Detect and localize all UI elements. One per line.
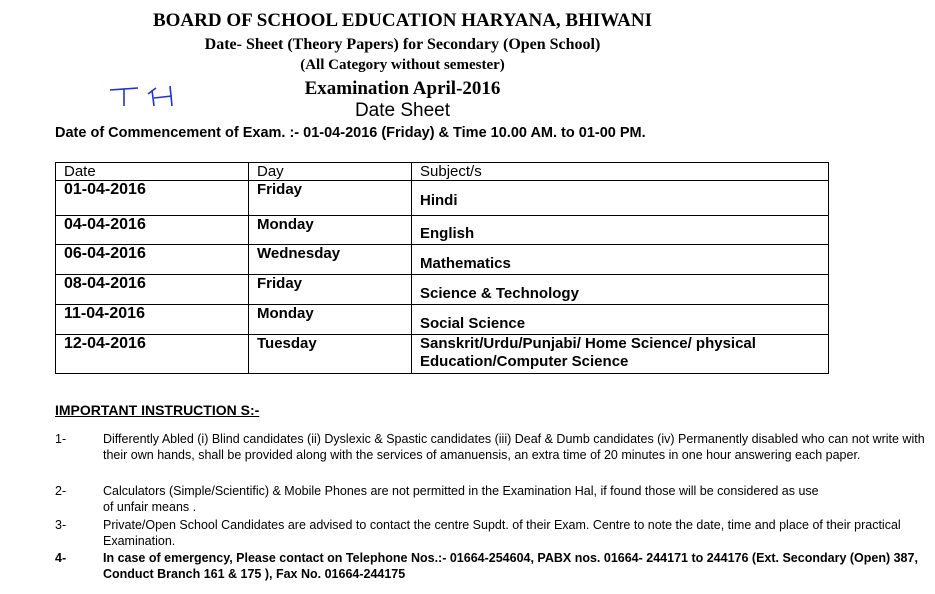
subject-cell: English bbox=[412, 216, 829, 245]
day-cell: Tuesday bbox=[249, 335, 412, 374]
header-subject: Subject/s bbox=[412, 163, 829, 181]
subject-cell: Social Science bbox=[412, 305, 829, 335]
date-cell: 01-04-2016 bbox=[56, 181, 249, 216]
instruction-text: Private/Open School Candidates are advised to contact the centre Supdt. of their Exam. Centre to note the date, time and place of their practical Examination. bbox=[103, 518, 901, 548]
date-cell: 11-04-2016 bbox=[56, 305, 249, 335]
subject-cell: Mathematics bbox=[412, 245, 829, 275]
board-title: BOARD OF SCHOOL EDUCATION HARYANA, BHIWANI bbox=[152, 10, 653, 31]
table-header-row bbox=[56, 163, 829, 181]
table-row bbox=[56, 275, 829, 305]
instructions-heading: IMPORTANT INSTRUCTION S:- bbox=[55, 402, 260, 418]
date-sheet-subtitle: Date- Sheet (Theory Papers) for Secondary (Open School) bbox=[204, 36, 601, 53]
exam-title: Examination April-2016 bbox=[304, 78, 501, 99]
date-cell: 12-04-2016 bbox=[56, 335, 249, 374]
table-row bbox=[56, 335, 829, 374]
category-note: (All Category without semester) bbox=[300, 57, 505, 73]
subject-cell: Sanskrit/Urdu/Punjabi/ Home Science/ physical Education/Computer Science bbox=[412, 335, 829, 374]
handwritten-th-mark bbox=[108, 84, 188, 108]
header-date: Date bbox=[56, 163, 249, 181]
instruction-text: Calculators (Simple/Scientific) & Mobile Phones are not permitted in the Examination Hal, if found those will be considered as use of unfair means . bbox=[103, 484, 819, 514]
instruction-number: 2- bbox=[55, 484, 67, 498]
date-cell: 04-04-2016 bbox=[56, 216, 249, 245]
day-cell: Monday bbox=[249, 216, 412, 245]
header-day: Day bbox=[249, 163, 412, 181]
instruction-number: 1- bbox=[55, 432, 67, 446]
instruction-number: 4- bbox=[55, 551, 67, 565]
table-row bbox=[56, 245, 829, 275]
date-cell: 08-04-2016 bbox=[56, 275, 249, 305]
commencement-info: Date of Commencement of Exam. :- 01-04-2016 (Friday) & Time 10.00 AM. to 01-00 PM. bbox=[55, 125, 646, 141]
table-row bbox=[56, 181, 829, 216]
date-sheet-table bbox=[55, 162, 829, 374]
day-cell: Wednesday bbox=[249, 245, 412, 275]
table-row bbox=[56, 305, 829, 335]
subject-cell: Hindi bbox=[412, 181, 829, 216]
date-cell: 06-04-2016 bbox=[56, 245, 249, 275]
instruction-text: In case of emergency, Please contact on Telephone Nos.:- 01664-254604, PABX nos. 01664- 244171 to 244176 (Ext. Secondary (Open) 387, Conduct Branch 161 & 175 ), Fax No. 01664-244175 bbox=[103, 551, 918, 581]
day-cell: Friday bbox=[249, 181, 412, 216]
table-row bbox=[56, 216, 829, 245]
instruction-number: 3- bbox=[55, 518, 67, 532]
subject-cell: Science & Technology bbox=[412, 275, 829, 305]
day-cell: Friday bbox=[249, 275, 412, 305]
day-cell: Monday bbox=[249, 305, 412, 335]
date-sheet-heading: Date Sheet bbox=[354, 100, 451, 121]
instruction-text: Differently Abled (i) Blind candidates (ii) Dyslexic & Spastic candidates (iii) Deaf & Dumb candidates (iv) Permanently disabled who can not write with their own hands, shall be provided along with the services of amanuensis, an extra time of 20 minutes in one hour answering each paper. bbox=[103, 432, 925, 462]
